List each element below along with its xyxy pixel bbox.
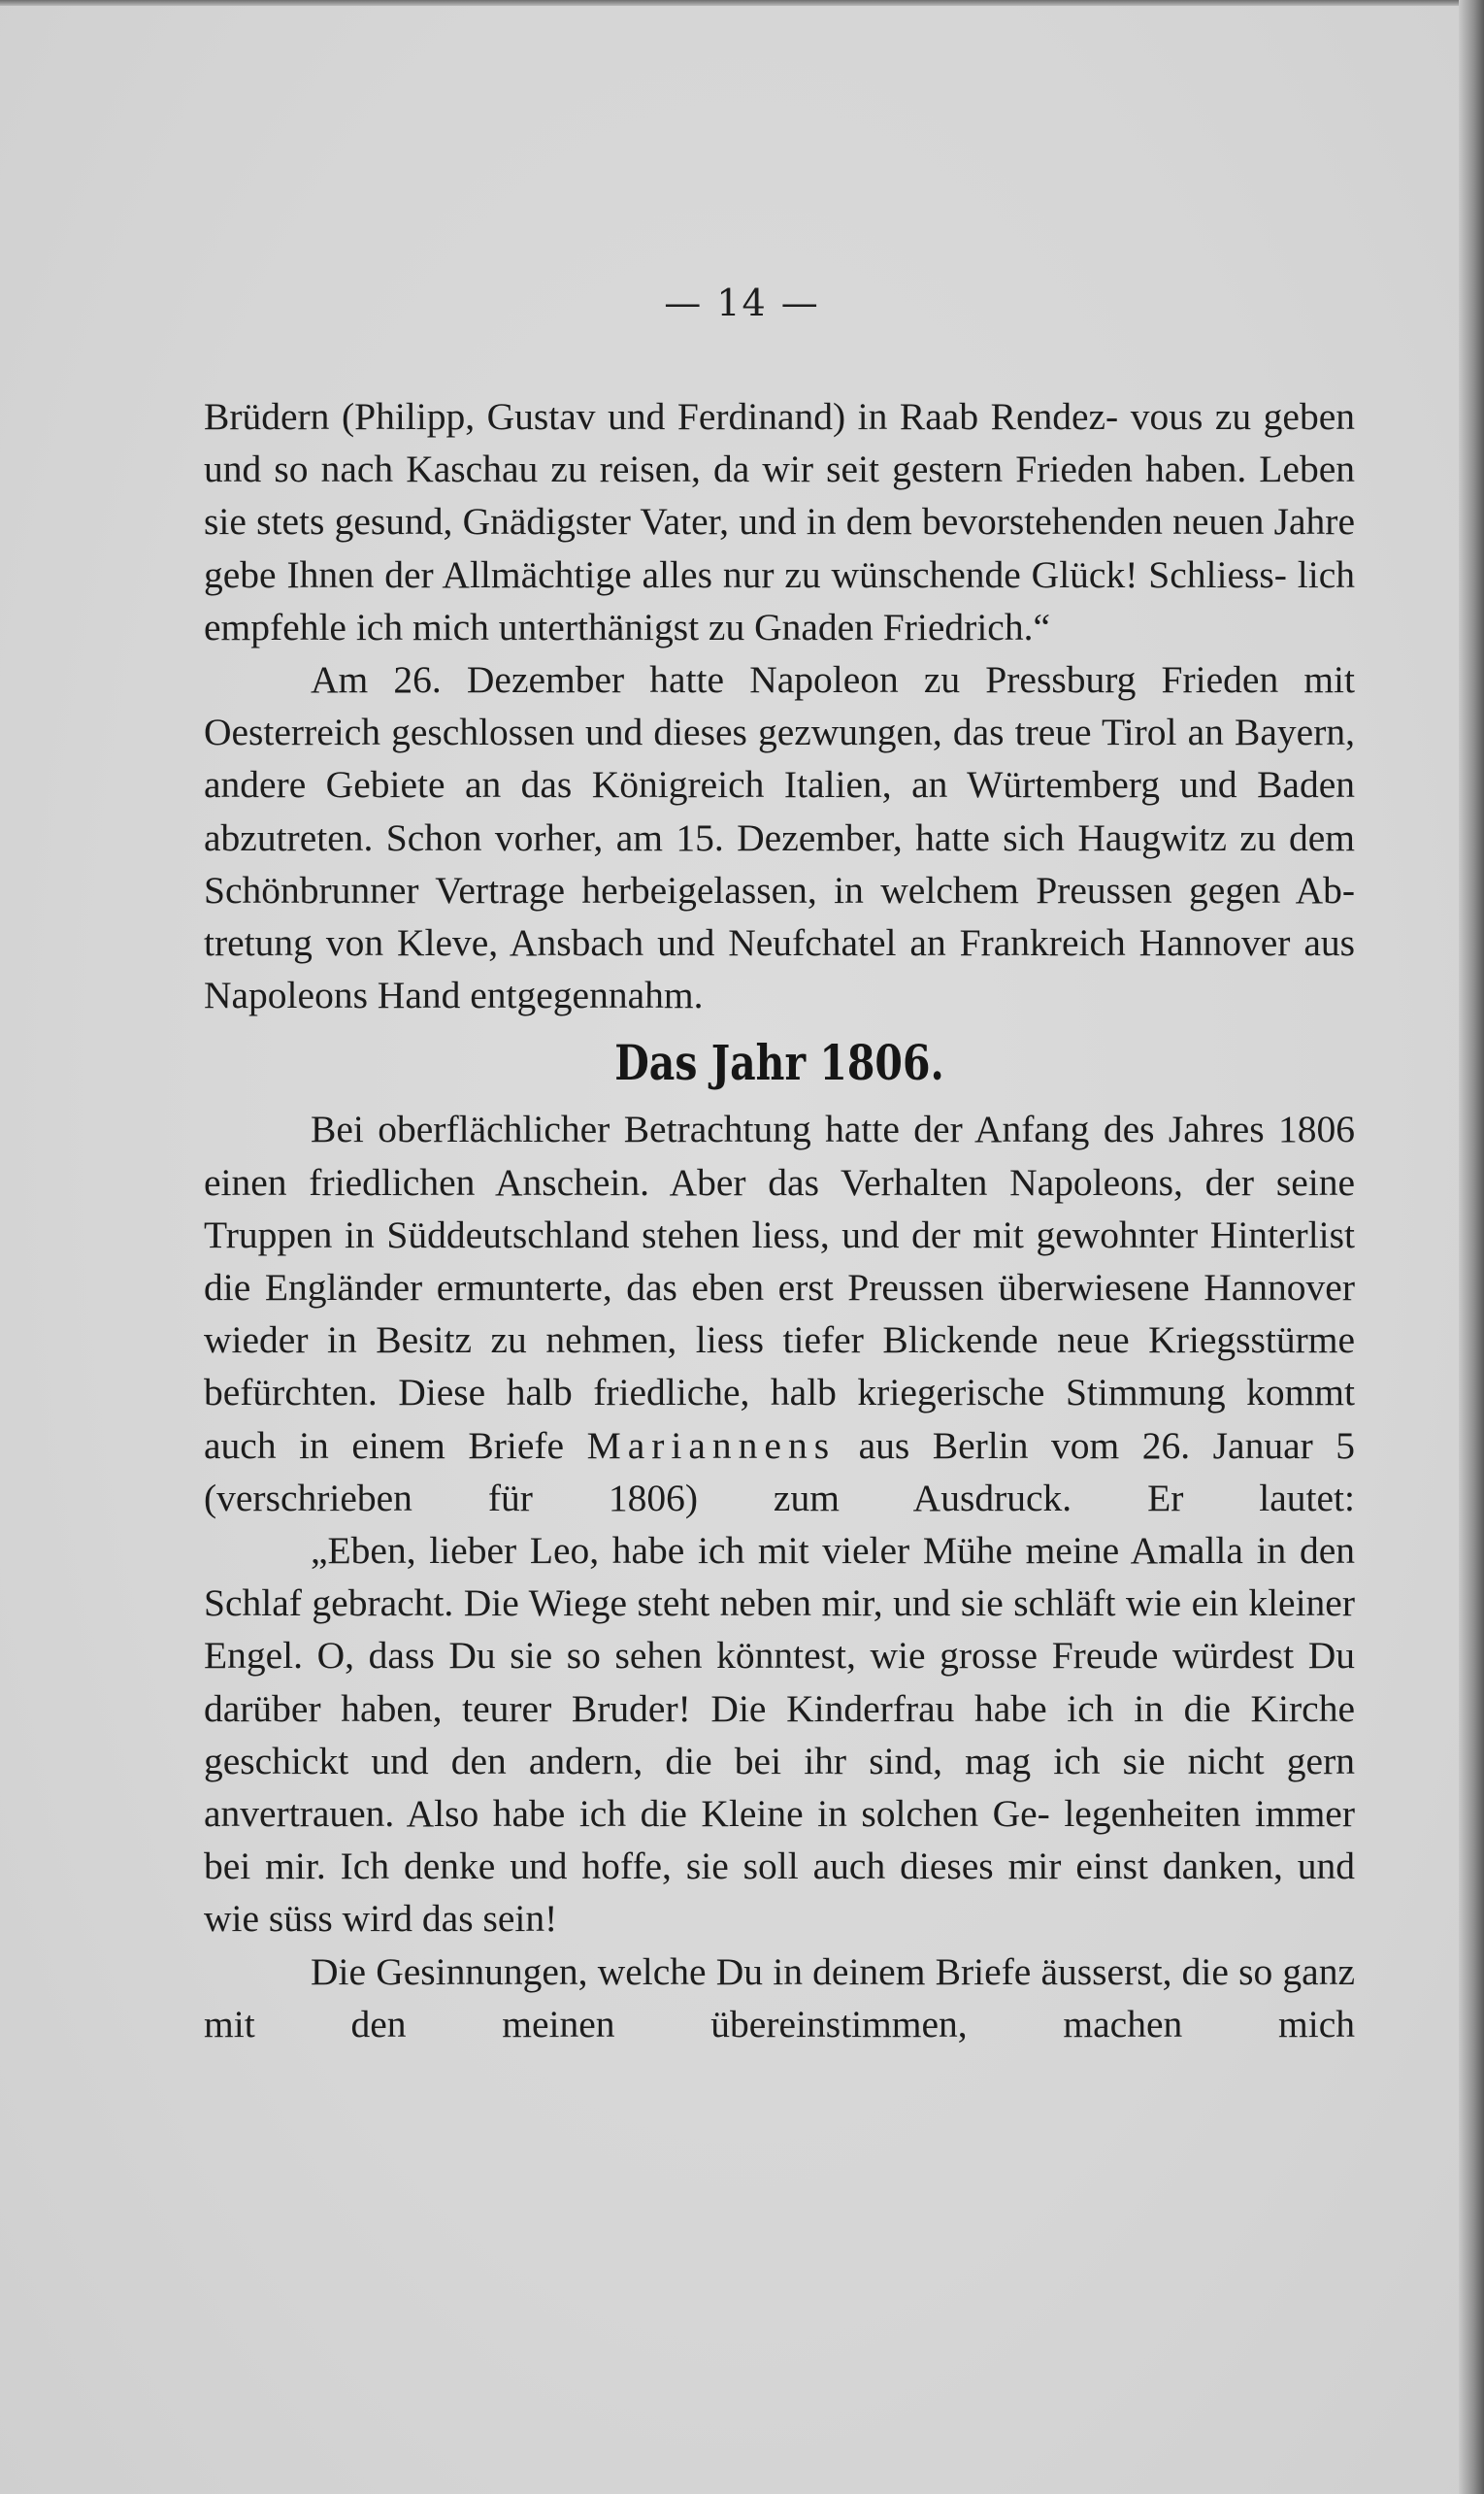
- page-top-edge: [0, 0, 1484, 6]
- spaced-name-mariannens: Mariannens: [586, 1423, 837, 1467]
- paragraph-year-1806: [204, 1103, 1355, 1524]
- paragraph-year-1806-text-after: aus Berlin vom 26. Januar 5 (verschrieben für 1806) zum Ausdruck. Er lautet:: [204, 1423, 1356, 1519]
- paragraph-letter-continued: Die Gesinnungen, welche Du in deinem Briefe äusserst, die so ganz mit den meinen übereinstimmen, machen mich: [204, 1949, 1355, 2045]
- body-text: [204, 390, 1355, 2050]
- page-binding-edge: [1459, 0, 1484, 2494]
- paragraph-pressburg-peace: Am 26. Dezember hatte Napoleon zu Pressburg Frieden mit Oesterreich geschlossen und dieses gezwungen, das treue Tirol an Bayern, andere Gebiete an das Königreich Italien, an Würtemberg und Baden abzutreten. Schon vorher, am 15. Dezember, hatte sich Haugwitz zu dem Schönbrunner Vertrage herbeigelassen, in welchem Preussen gegen Ab- tretung von Kleve, Ansbach und Neufchatel an Frankreich Hannover aus Napoleons Hand entgegennahm.: [204, 658, 1355, 1017]
- paragraph-letter-marianne: „Eben, lieber Leo, habe ich mit vieler Mühe meine Amalla in den Schlaf gebracht. Die Wiege steht neben mir, und sie schläft wie ein kleiner Engel. O, dass Du sie so sehen könntest, wie grosse Freude würdest Du darüber haben, teurer Bruder! Die Kinderfrau habe ich in die Kirche geschickt und den andern, die bei ihr sind, mag ich sie nicht gern anvertrauen. Also habe ich die Kleine in solchen Ge- legenheiten immer bei mir. Ich denke und hoffe, sie soll auch dieses mir einst danken, und wie süss wird das sein!: [204, 1529, 1355, 1941]
- page-number: — 14 —: [664, 282, 820, 324]
- section-heading: Das Jahr 1806.: [614, 1034, 944, 1092]
- paragraph-year-1806-text-before: Bei oberflächlicher Betrachtung hatte der Anfang des Jahres 1806 einen friedlichen Anschein. Aber das Verhalten Napoleons, der seine Truppen in Süddeutschland stehen liess, und der mit gewohnter Hinterlist die Engländer ermunterte, das eben erst Preussen überwiesene Hannover wieder in Besitz zu nehmen, liess tiefer Blickende neue Kriegsstürme befürchten. Diese halb friedliche, halb kriegerische Stimmung kommt auch in einem Briefe: [204, 1108, 1355, 1467]
- paragraph-letter-end: Brüdern (Philipp, Gustav und Ferdinand) in Raab Rendez- vous zu geben und so nach Kaschau zu reisen, da wir seit gestern Frieden haben. Leben sie stets gesund, Gnädigster Vater, und in dem bevorstehenden neuen Jahre gebe Ihnen der Allmächtige alles nur zu wünschende Glück! Schliess- lich empfehle ich mich unterthänigst zu Gnaden Friedrich.“: [204, 395, 1355, 648]
